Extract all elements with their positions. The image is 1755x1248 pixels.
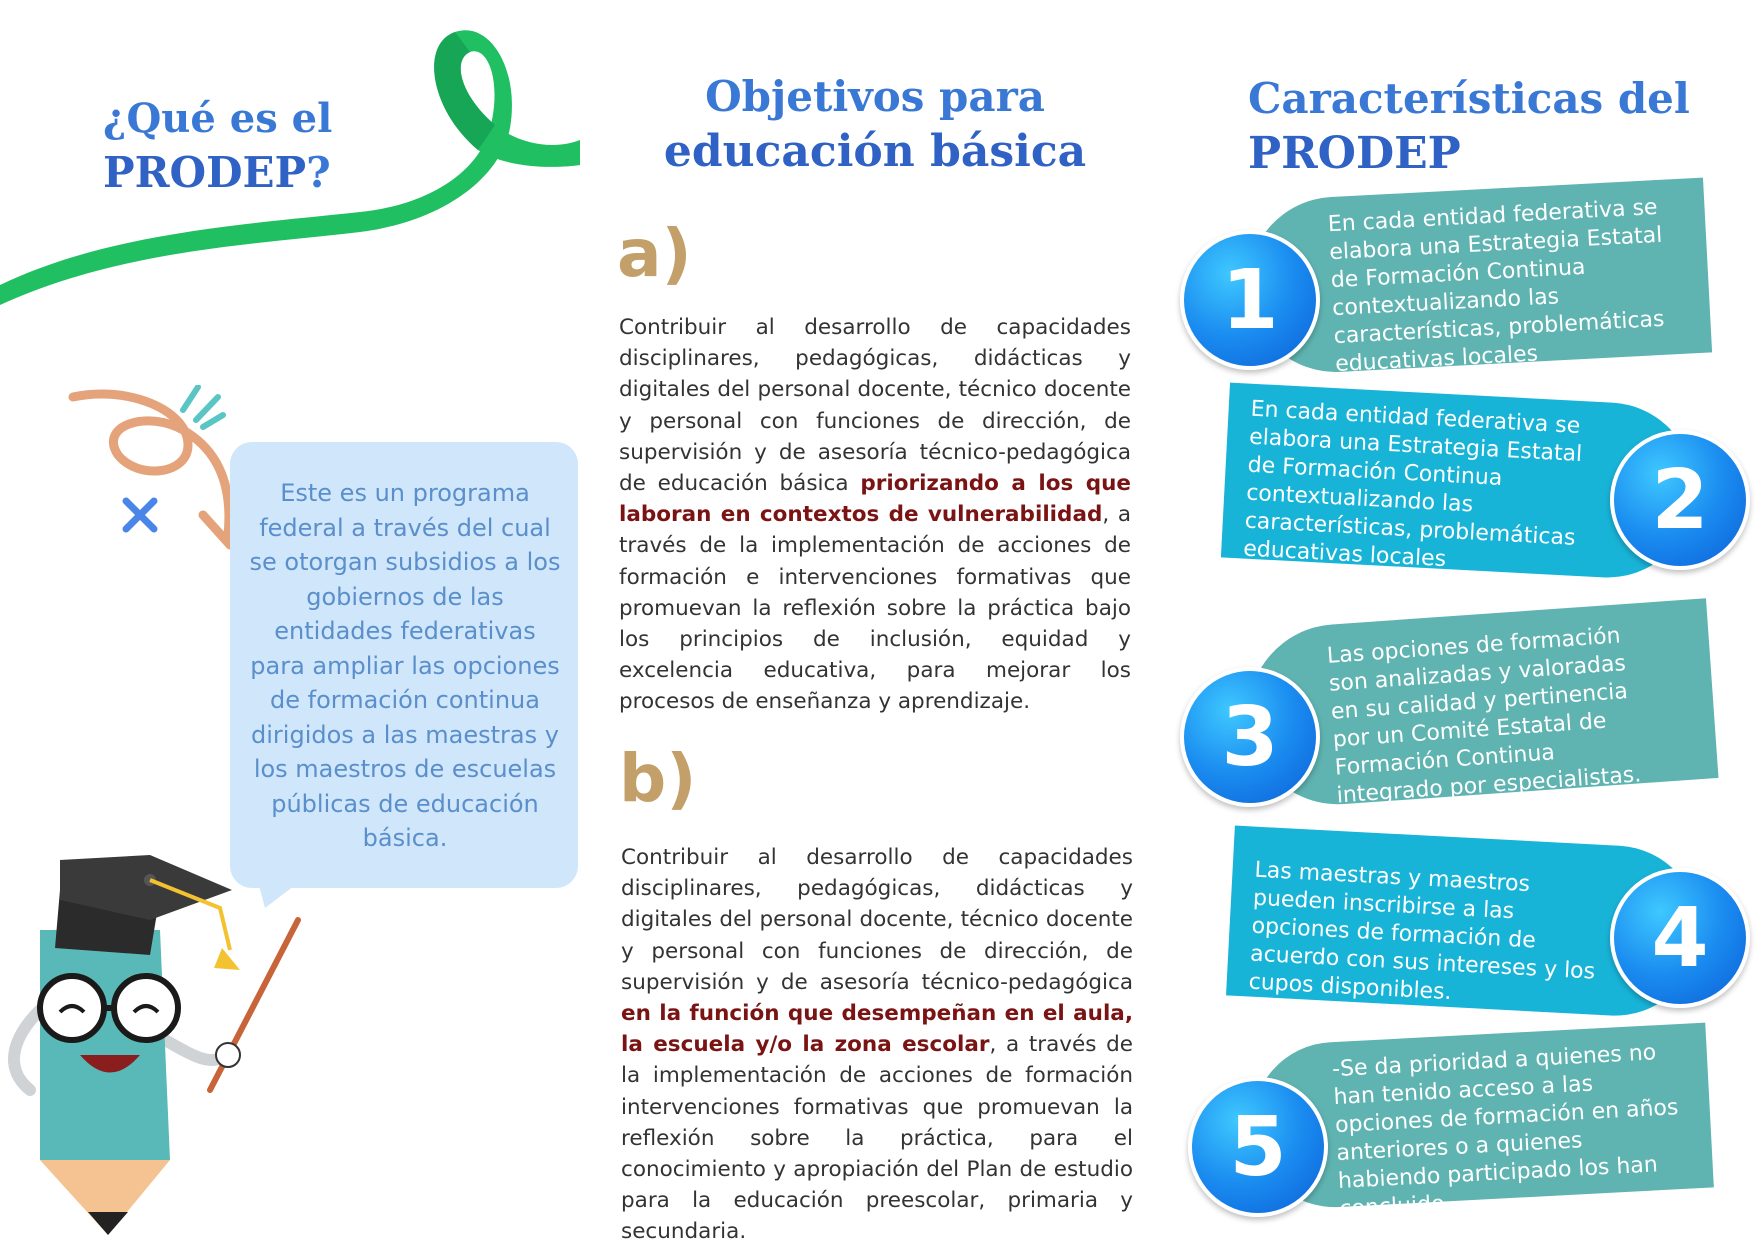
objective-a-text-part1: Contribuir al desarrollo de capacidades disciplinares, pedagógicas, didácticas y digitales del personal docente, técnico docente y personal con funciones de dirección, de supervisión y de asesoría técnico-pedagógica de educación básica bbox=[619, 315, 1131, 497]
number-1-badge: 1 bbox=[1180, 230, 1320, 370]
objectives-title-line2: educación básica bbox=[663, 126, 1087, 177]
card-4-text: Las maestras y maestros pueden inscribirse a las opciones de formación de acuerdo con sus intereses y los cupos disponibles. bbox=[1248, 857, 1596, 1006]
x-mark-icon bbox=[120, 495, 160, 535]
what-is-title-line1: ¿Qué es el bbox=[103, 95, 333, 142]
objectives-title bbox=[600, 70, 1150, 180]
objective-a-letter: a) bbox=[617, 215, 692, 292]
characteristics-title-line1: Características del bbox=[1248, 74, 1690, 123]
card-2-text: En cada entidad federativa se elabora una Estrategia Estatal de Formación Continua contextualizando las características, problemáticas educativas locales bbox=[1242, 396, 1583, 573]
what-is-title-qmark: ? bbox=[306, 148, 331, 197]
card-3-text: Las opciones de formación son analizadas y valoradas en su calidad y pertinencia por un Comité Estatal de Formación Continua integrado por especialistas. bbox=[1326, 623, 1643, 809]
pencil-teacher-mascot bbox=[0, 840, 310, 1240]
objectives-title-line1: Objetivos para bbox=[705, 72, 1045, 121]
what-is-title bbox=[103, 92, 332, 209]
characteristics-title-line2: PRODEP bbox=[1248, 128, 1461, 179]
objective-a-text-part2: , a través de la implementación de acciones de formación e intervenciones formativas que promuevan la reflexión sobre la práctica bajo los principios de inclusión, equidad y excelencia educativa, para mejorar los procesos de enseñanza y aprendizaje. bbox=[619, 502, 1131, 715]
card-1-text: En cada entidad federativa se elabora una Estrategia Estatal de Formación Continua contextualizando las características, problemáticas educativas locales bbox=[1327, 195, 1666, 378]
card-5-text: -Se da prioridad a quienes no han tenido acceso a las opciones de formación en años anteriores o a quienes habiendo participado los han concluido. bbox=[1331, 1040, 1680, 1222]
objective-b-text-part2: , a través de la implementación de acciones de formación intervenciones formativas que promuevan la reflexión sobre la práctica, para el conocimiento y apropiación del Plan de estudio para la educación preescolar, primaria y secundaria. bbox=[621, 1032, 1133, 1245]
objective-a-text bbox=[619, 312, 1131, 718]
objective-b-highlight: en la función que desempeñan en el aula, la escuela y/o la zona escolar bbox=[621, 1001, 1133, 1058]
number-5-badge: 5 bbox=[1188, 1077, 1328, 1217]
characteristics-title bbox=[1248, 72, 1690, 182]
number-3-badge: 3 bbox=[1180, 667, 1320, 807]
objective-b-text-part1: Contribuir al desarrollo de capacidades disciplinares, pedagógicas, didácticas y digitales del personal docente, técnico docente y personal con funciones de dirección, de supervisión y de asesoría técnico-pedagógica bbox=[621, 845, 1133, 995]
objective-a-highlight: priorizando a los que laboran en contextos de vulnerabilidad bbox=[619, 471, 1131, 528]
number-2-badge: 2 bbox=[1610, 430, 1750, 570]
objective-b-letter: b) bbox=[619, 740, 697, 817]
what-is-title-prodep: PRODEP bbox=[103, 148, 307, 197]
prodep-description: Este es un programa federal a través del cual se otorgan subsidios a los gobiernos de las entidades federativas para ampliar las opciones de formación continua dirigidos a las maestras y los maestros de escuelas públicas de educación básica. bbox=[249, 479, 561, 852]
objective-b-text bbox=[621, 842, 1133, 1248]
number-4-badge: 4 bbox=[1610, 868, 1750, 1008]
